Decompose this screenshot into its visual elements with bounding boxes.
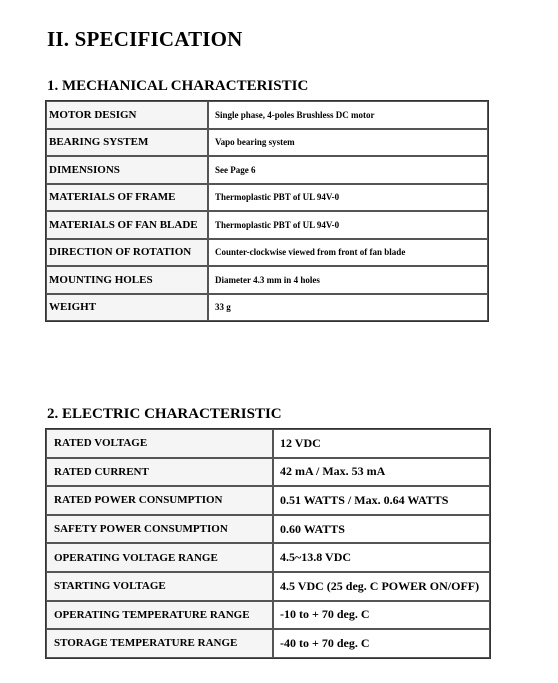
table-row <box>46 629 490 658</box>
mechanical-heading: 1. MECHANICAL CHARACTERISTIC <box>47 78 309 94</box>
table-row <box>46 101 488 129</box>
spec-value: 12 VDC <box>273 429 490 458</box>
electric-heading: 2. ELECTRIC CHARACTERISTIC <box>47 406 282 422</box>
spec-value: 4.5 VDC (25 deg. C POWER ON/OFF) <box>273 572 490 601</box>
table-row <box>46 294 488 322</box>
spec-value: -10 to + 70 deg. C <box>273 601 490 630</box>
spec-value: See Page 6 <box>208 156 488 184</box>
spec-key: BEARING SYSTEM <box>46 129 208 157</box>
spec-key: DIMENSIONS <box>46 156 208 184</box>
spec-key: MOTOR DESIGN <box>46 101 208 129</box>
table-row <box>46 129 488 157</box>
page-title: II. SPECIFICATION <box>47 27 243 51</box>
table-row <box>46 543 490 572</box>
table-row <box>46 572 490 601</box>
spec-value: 42 mA / Max. 53 mA <box>273 458 490 487</box>
spec-key: RATED POWER CONSUMPTION <box>46 486 273 515</box>
spec-value: Vapo bearing system <box>208 129 488 157</box>
spec-value: Thermoplastic PBT of UL 94V-0 <box>208 184 488 212</box>
table-row <box>46 184 488 212</box>
spec-key: OPERATING VOLTAGE RANGE <box>46 543 273 572</box>
table-row <box>46 266 488 294</box>
table-row <box>46 601 490 630</box>
table-row <box>46 458 490 487</box>
spec-key: MOUNTING HOLES <box>46 266 208 294</box>
spec-key: RATED VOLTAGE <box>46 429 273 458</box>
spec-key: OPERATING TEMPERATURE RANGE <box>46 601 273 630</box>
spec-value: Thermoplastic PBT of UL 94V-0 <box>208 211 488 239</box>
spec-key: DIRECTION OF ROTATION <box>46 239 208 267</box>
spec-value: Single phase, 4-poles Brushless DC motor <box>208 101 488 129</box>
spec-value: -40 to + 70 deg. C <box>273 629 490 658</box>
table-row <box>46 515 490 544</box>
mechanical-table <box>45 100 489 322</box>
table-row <box>46 429 490 458</box>
table-row <box>46 486 490 515</box>
spec-value: 33 g <box>208 294 488 322</box>
spec-key: MATERIALS OF FRAME <box>46 184 208 212</box>
table-row <box>46 239 488 267</box>
spec-value: 0.60 WATTS <box>273 515 490 544</box>
spec-key: STORAGE TEMPERATURE RANGE <box>46 629 273 658</box>
spec-value: 0.51 WATTS / Max. 0.64 WATTS <box>273 486 490 515</box>
spec-key: RATED CURRENT <box>46 458 273 487</box>
spec-value: 4.5~13.8 VDC <box>273 543 490 572</box>
spec-key: WEIGHT <box>46 294 208 322</box>
table-row <box>46 156 488 184</box>
spec-key: SAFETY POWER CONSUMPTION <box>46 515 273 544</box>
spec-key: MATERIALS OF FAN BLADE <box>46 211 208 239</box>
spec-key: STARTING VOLTAGE <box>46 572 273 601</box>
spec-value: Counter-clockwise viewed from front of fan blade <box>208 239 488 267</box>
table-row <box>46 211 488 239</box>
spec-value: Diameter 4.3 mm in 4 holes <box>208 266 488 294</box>
electric-table <box>45 428 491 659</box>
